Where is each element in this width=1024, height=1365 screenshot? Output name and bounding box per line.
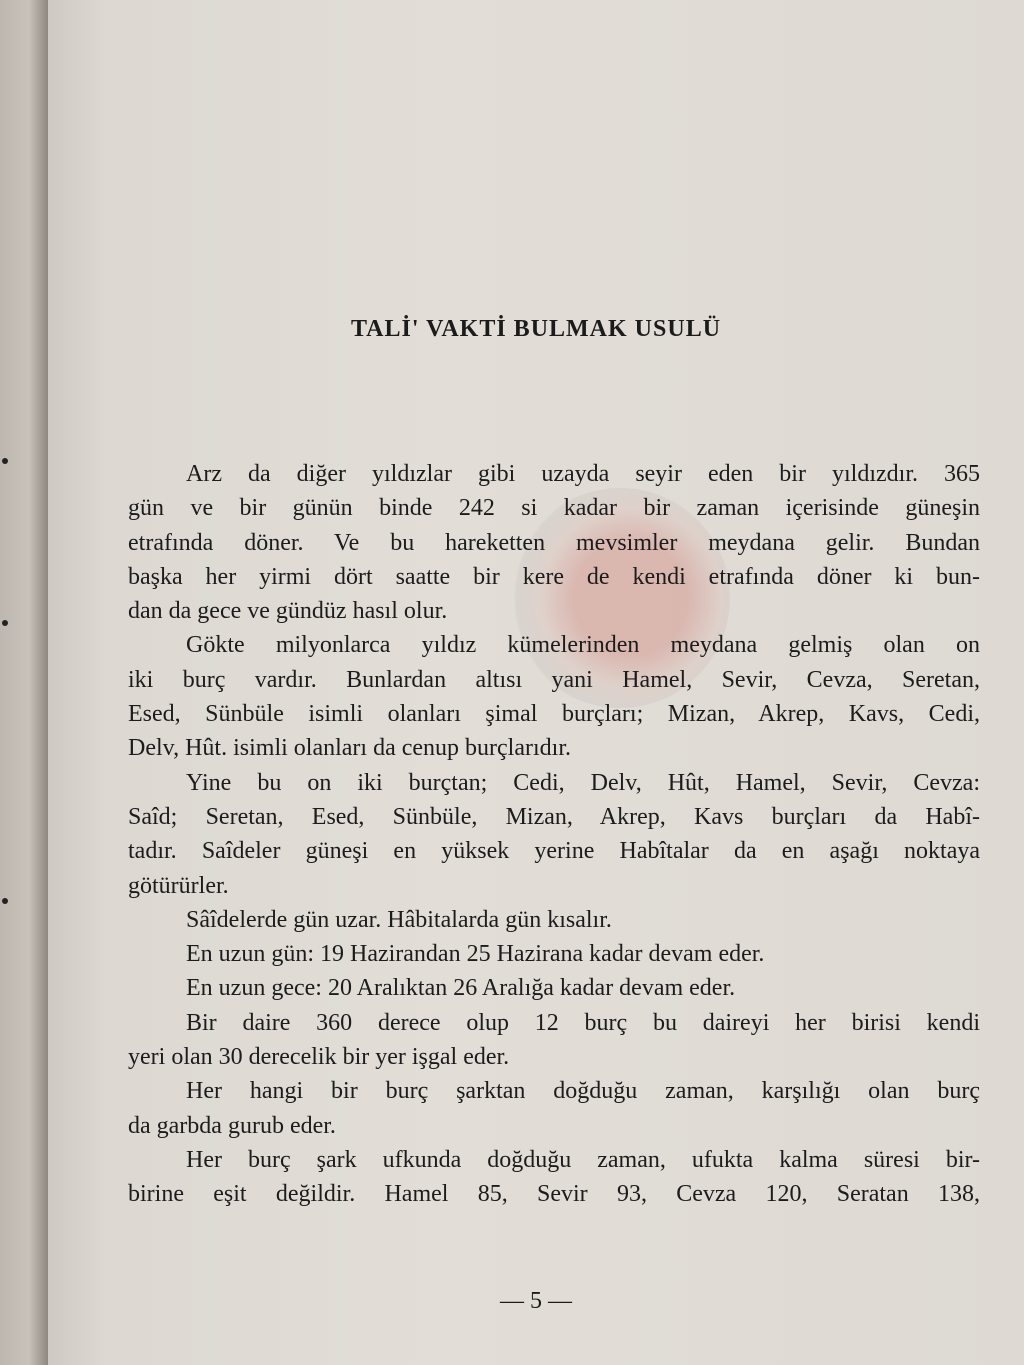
text-line: Bir daire 360 derece olup 12 burç bu daireyi her birisi kendi [186,1009,980,1036]
facing-page-mark [2,458,8,464]
text-line: Her burç şark ufkunda doğduğu zaman, ufukta kalma süresi bir- [186,1146,980,1173]
text-line: da garbda gurub eder. [128,1112,336,1139]
text-line: Gökte milyonlarca yıldız kümelerinden meydana gelmiş olan on [186,632,980,659]
text-line: iki burç vardır. Bunlardan altısı yani Hamel, Sevir, Cevza, Seretan, [128,666,980,693]
text-line: götürürler. [128,872,229,899]
text-line: En uzun gece: 20 Aralıktan 26 Aralığa kadar devam eder. [186,975,736,1002]
text-line: dan da gece ve gündüz hasıl olur. [128,598,448,625]
text-line: En uzun gün: 19 Hazirandan 25 Hazirana kadar devam eder. [186,941,765,968]
text-line: etrafında döner. Ve bu hareketten mevsimler meydana gelir. Bundan [128,529,980,556]
body-text [128,457,980,1212]
text-line: Sâîdelerde gün uzar. Hâbitalarda gün kısalır. [186,906,612,933]
text-line: tadır. Saîdeler güneşi en yüksek yerine Habîtalar da en aşağı noktaya [128,838,980,865]
text-line: Her hangi bir burç şarktan doğduğu zaman, karşılığı olan burç [186,1078,980,1105]
text-line: başka her yirmi dört saatte bir kere de kendi etrafında döner ki bun- [128,563,980,590]
text-line: birine eşit değildir. Hamel 85, Sevir 93, Cevza 120, Seratan 138, [128,1181,980,1208]
text-line: Arz da diğer yıldızlar gibi uzayda seyir eden bir yıldızdır. 365 [186,461,980,487]
page-title: TALİ' VAKTİ BULMAK USULÜ [350,316,722,342]
text-line: Yine bu on iki burçtan; Cedi, Delv, Hût, Hamel, Sevir, Cevza: [186,769,980,796]
text-line: Esed, Sünbüle isimli olanları şimal burçları; Mizan, Akrep, Kavs, Cedi, [128,701,980,728]
page-number: — 5 — [500,1288,572,1314]
text-line: yeri olan 30 derecelik bir yer işgal eder. [128,1044,510,1071]
text-line: Delv, Hût. isimli olanları da cenup burçlarıdır. [128,735,571,762]
facing-page-edge [0,0,48,1365]
text-line: gün ve bir günün binde 242 si kadar bir zaman içerisinde güneşin [128,495,980,522]
book-page [48,0,1024,1365]
facing-page-mark [2,898,8,904]
text-line: Saîd; Seretan, Esed, Sünbüle, Mizan, Akrep, Kavs burçları da Habî- [128,803,980,830]
facing-page-mark [2,620,8,626]
